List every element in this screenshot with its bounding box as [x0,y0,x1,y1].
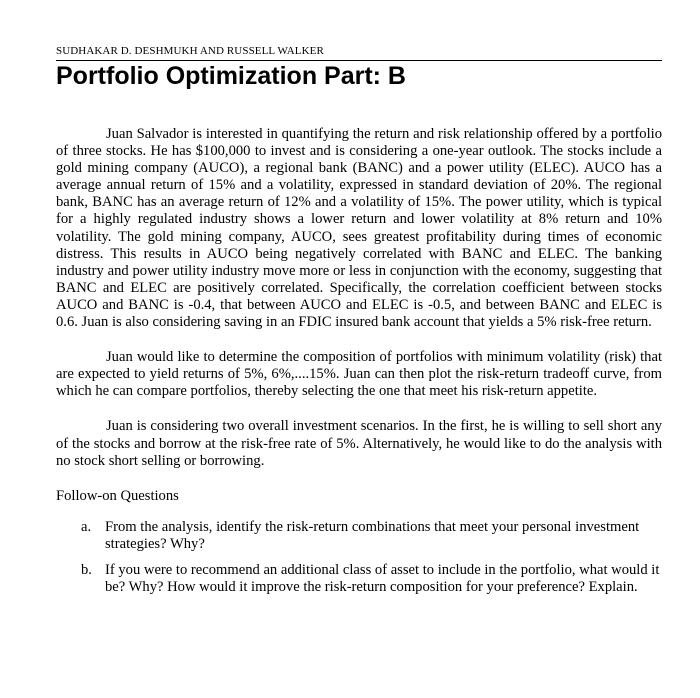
followon-heading: Follow-on Questions [56,487,179,504]
header-rule [56,60,662,61]
page-title: Portfolio Optimization Part: B [56,62,406,90]
paragraph-objective: Juan would like to determine the composition of portfolios with minimum volatility (risk) that are expected to yield returns of 5%, 6%,....15%. Juan can then plot the risk-return tradeoff curve, from which he can compare portfolios, thereby selecting the one that meet his risk-return appetite. [56,349,662,400]
question-marker: a. [81,518,92,535]
body-text [56,126,662,604]
running-head: SUDHAKAR D. DESHMUKH AND RUSSELL WALKER [56,45,324,57]
list-item [81,519,662,554]
question-marker: b. [81,561,92,578]
followon-questions-list [56,519,662,597]
question-text: From the analysis, identify the risk-return combinations that meet your personal investment strategies? Why? [105,518,640,553]
question-text: If you were to recommend an additional class of asset to include in the portfolio, what would it be? Why? How would it improve the risk-return composition for your preference? Explain. [105,561,660,595]
paragraph-scenarios: Juan is considering two overall investment scenarios. In the first, he is willing to sell short any of the stocks and borrow at the risk-free rate of 5%. Alternatively, he would like to do the analysis with no stock short selling or borrowing. [56,418,662,469]
paragraph-intro: Juan Salvador is interested in quantifying the return and risk relationship offered by a portfolio of three stocks. He has $100,000 to invest and is considering a one-year outlook. The stocks include a gold mining company (AUCO), a regional bank (BANC) and a power utility (ELEC). AUCO has a average annual return of 15% and a volatility, expressed in standard deviation of 20%. The regional bank, BANC has an average return of 12% and a volatility of 15%. The power utility, which is typical for a highly regulated industry shows a lower return and lower volatility at 8% return and 10% volatility. The gold mining company, AUCO, sees greatest profitability during times of economic distress. This results in AUCO being negatively correlated with BANC and ELEC. The banking industry and power utility industry move more or less in conjunction with the economy, suggesting that BANC and ELEC are positively correlated. Specifically, the correlation coefficient between stocks AUCO and BANC is -0.4, that between AUCO and ELEC is -0.5, and between BANC and ELEC is 0.6. Juan is also considering saving in an FDIC insured bank account that yields a 5% risk-free return. [56,126,662,331]
list-item [81,562,662,597]
